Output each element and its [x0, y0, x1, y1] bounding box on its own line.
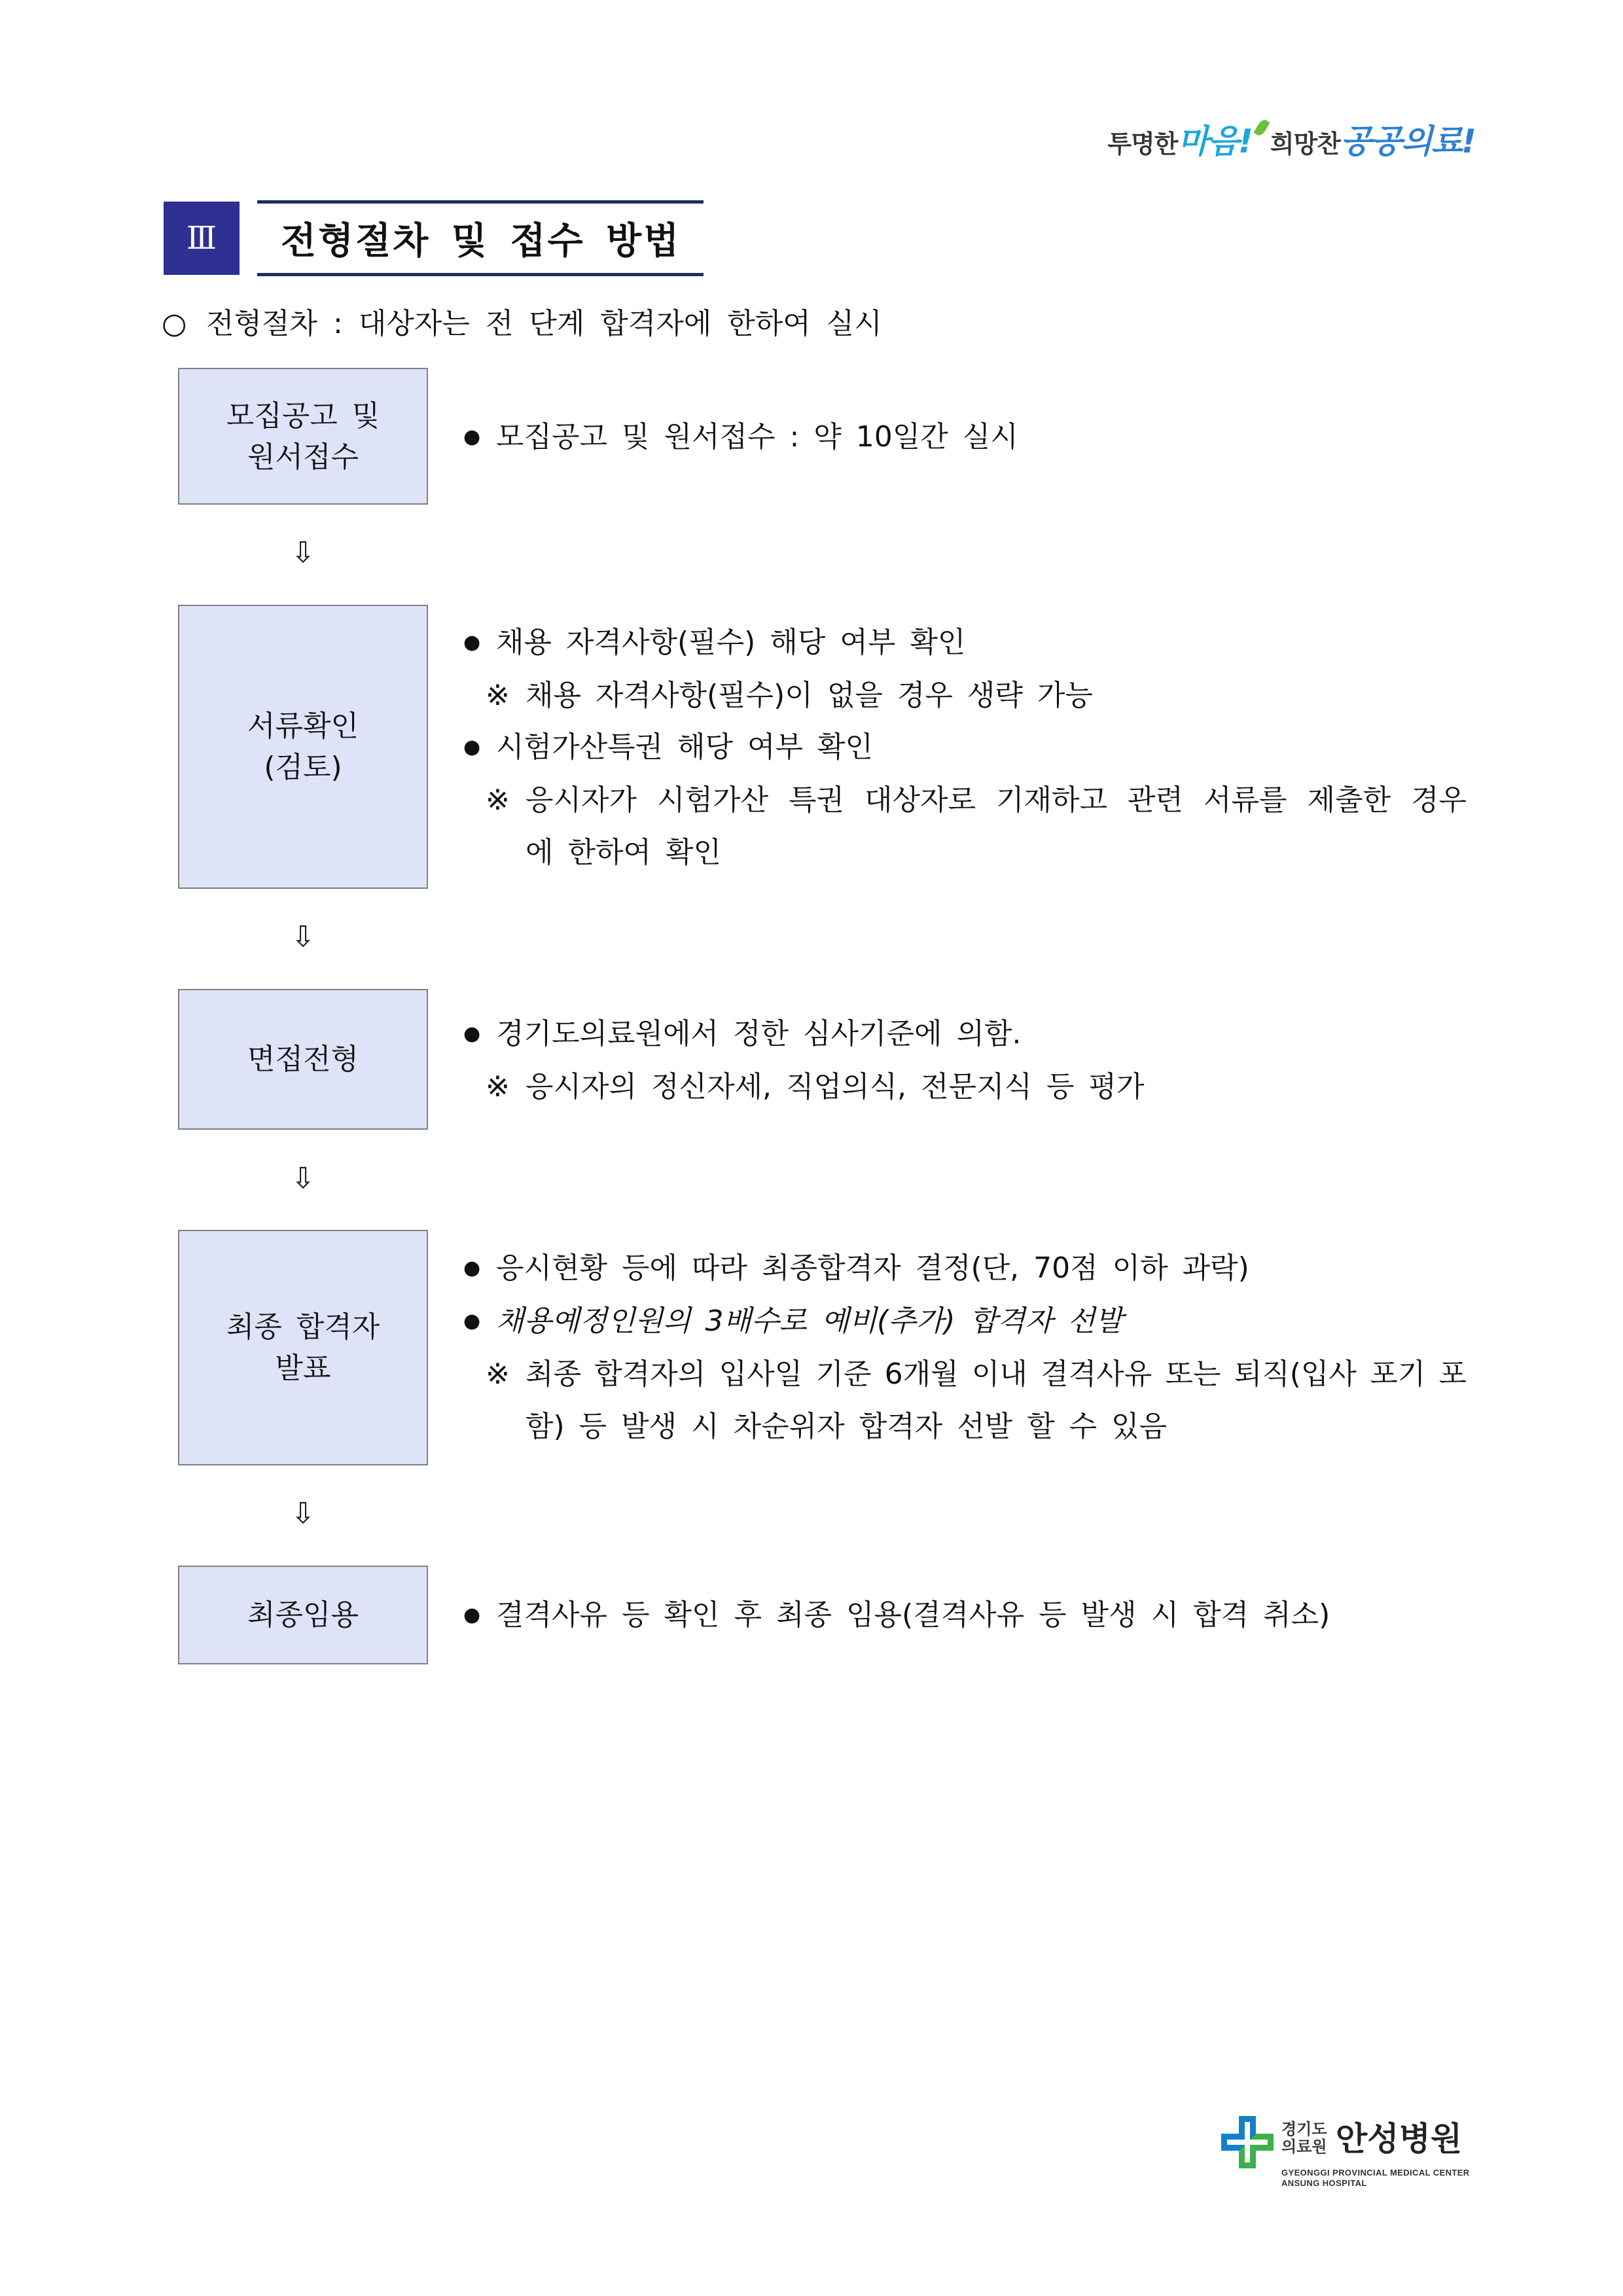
- step-item-text: 결격사유 등 확인 후 최종 임용(결격사유 등 발생 시 합격 취소): [496, 1598, 1330, 1632]
- hospital-logo: [1221, 2114, 1469, 2189]
- step-label-line: 원서접수: [247, 440, 359, 474]
- bullet-marker: ●: [463, 1257, 481, 1280]
- intro-text: 전형절차 : 대상자는 전 단계 합격자에 한하여 실시: [206, 307, 882, 340]
- step-item: [463, 1242, 1249, 1295]
- step-label-line: 모집공고 및: [226, 399, 380, 433]
- section-number: Ⅲ: [164, 202, 240, 275]
- step-note: [486, 670, 1093, 722]
- step-label-line: 최종 합격자: [226, 1310, 380, 1344]
- step-item-text: 채용예정인원의 3배수로 예비(추가) 합격자 선발: [496, 1304, 1123, 1338]
- step-item-text: 모집공고 및 원서접수 : 약 10일간 실시: [496, 420, 1018, 454]
- header-slogan: [1107, 115, 1475, 168]
- slogan-part: 투명한: [1107, 130, 1178, 158]
- step-note-text: 채용 자격사항(필수)이 없을 경우 생략 가능: [526, 679, 1093, 712]
- bullet-marker: ●: [463, 1604, 481, 1626]
- step-label-line: 최종임용: [247, 1598, 359, 1632]
- bullet-marker: ●: [463, 1022, 481, 1045]
- logo-english-name: [1281, 2168, 1470, 2189]
- step-note-text-continued: 에 한하여 확인: [526, 836, 721, 869]
- step-label-line: (검토): [264, 751, 342, 784]
- step-item-text: 시험가산특권 해당 여부 확인: [496, 730, 874, 764]
- step-note: [486, 774, 1467, 879]
- step-item-text: 채용 자격사항(필수) 해당 여부 확인: [496, 626, 966, 659]
- down-arrow-icon: ⇩: [291, 1497, 315, 1530]
- step-note-text: 최종 합격자의 입사일 기준 6개월 이내 결격사유 또는 퇴직(입사 포기 포: [526, 1357, 1467, 1391]
- step-item: [463, 1295, 1123, 1348]
- step-item: [463, 1008, 1022, 1060]
- down-arrow-icon: ⇩: [291, 536, 315, 569]
- leaf-icon: [1253, 118, 1270, 137]
- bullet-marker: ●: [463, 1310, 481, 1333]
- step-item: [463, 617, 965, 669]
- step-note: [486, 1348, 1467, 1453]
- step-note-text: 응시자의 정신자세, 직업의식, 전문지식 등 평가: [526, 1070, 1145, 1103]
- logo-english-line: GYEONGGI PROVINCIAL MEDICAL CENTER: [1281, 2168, 1470, 2178]
- logo-hospital-name: 안성병원: [1336, 2120, 1463, 2158]
- section-title: 전형절차 및 접수 방법: [257, 200, 704, 276]
- step-box-final-appointment: [178, 1566, 428, 1664]
- logo-org-line: 의료원: [1281, 2138, 1327, 2156]
- step-box-document-review: [178, 605, 428, 889]
- bullet-marker: ●: [463, 631, 481, 654]
- step-item-text: 응시현황 등에 따라 최종합격자 결정(단, 70점 이하 과락): [496, 1251, 1249, 1285]
- step-label-line: 면접전형: [247, 1043, 359, 1076]
- step-label-line: 서류확인: [247, 709, 359, 743]
- step-box-recruitment: [178, 368, 428, 505]
- step-item: [463, 1589, 1330, 1641]
- note-marker: ※: [486, 783, 510, 817]
- slogan-part: 마음!: [1177, 122, 1252, 160]
- logo-org-line: 경기도: [1281, 2120, 1327, 2138]
- step-note: [486, 1061, 1144, 1113]
- step-item-text: 경기도의료원에서 정한 심사기준에 의함.: [496, 1017, 1022, 1050]
- logo-org-name: [1281, 2121, 1327, 2156]
- intro-line: [162, 298, 882, 350]
- slogan-part: 희망찬: [1270, 130, 1340, 158]
- bullet-marker: ●: [463, 425, 481, 448]
- step-note-text-continued: 함) 등 발생 시 차순위자 합격자 선발 할 수 있음: [526, 1410, 1168, 1443]
- note-marker: ※: [486, 1357, 510, 1391]
- circle-marker: ○: [162, 307, 187, 340]
- step-label-line: 발표: [275, 1352, 331, 1385]
- note-marker: ※: [486, 1070, 510, 1103]
- medical-cross-icon: [1221, 2116, 1274, 2168]
- down-arrow-icon: ⇩: [291, 1162, 315, 1195]
- note-marker: ※: [486, 679, 510, 712]
- step-item: [463, 411, 1018, 463]
- step-note-text: 응시자가 시험가산 특권 대상자로 기재하고 관련 서류를 제출한 경우: [526, 783, 1467, 817]
- step-box-interview: [178, 989, 428, 1130]
- bullet-marker: ●: [463, 736, 481, 759]
- step-box-final-announcement: [178, 1230, 428, 1465]
- down-arrow-icon: ⇩: [291, 920, 315, 954]
- slogan-part: 공공의료!: [1340, 122, 1475, 160]
- logo-english-line: ANSUNG HOSPITAL: [1281, 2178, 1367, 2188]
- step-item: [463, 721, 873, 774]
